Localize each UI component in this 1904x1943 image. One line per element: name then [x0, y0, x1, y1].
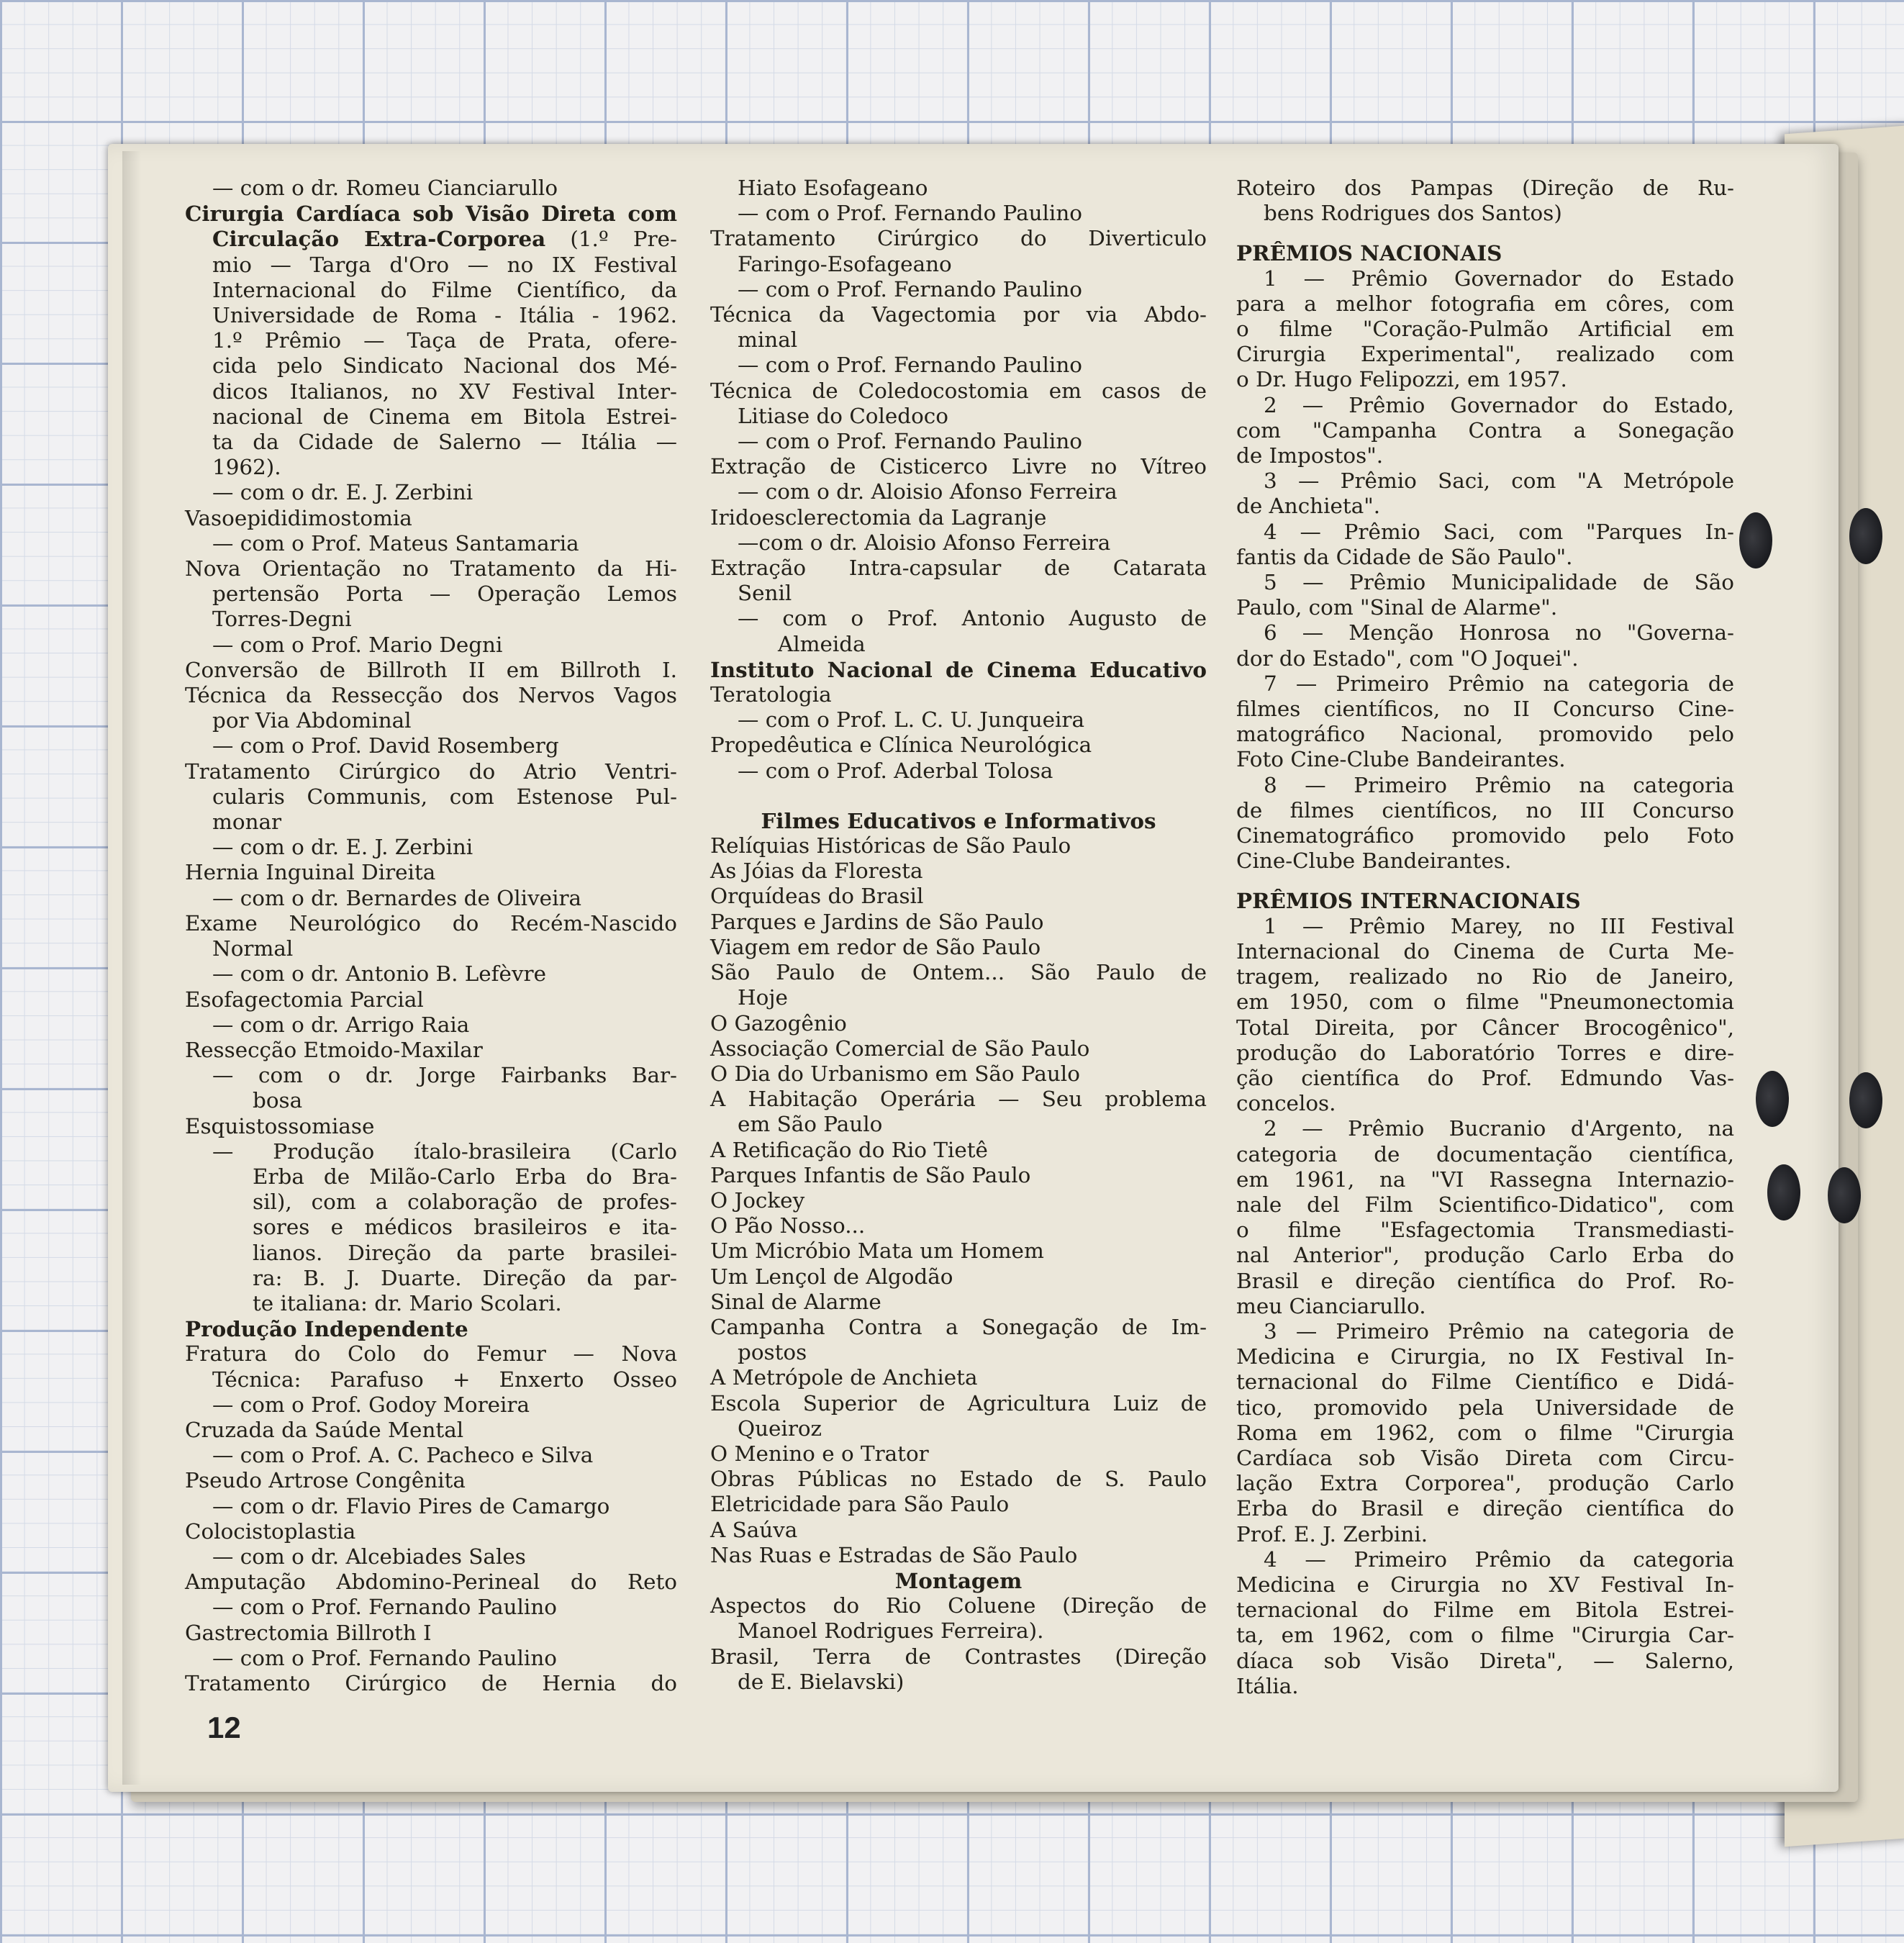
text-line: lação Extra Corporea", produção Carlo: [1236, 1471, 1734, 1496]
text-line: Escola Superior de Agricultura Luiz de: [710, 1390, 1207, 1416]
text-line: 4 — Prêmio Saci, com "Parques In-: [1264, 519, 1734, 544]
text-line: fantis da Cidade de São Paulo".: [1236, 544, 1573, 569]
text-line: — com o Prof. Fernando Paulino: [212, 1595, 557, 1620]
text-line: Cinematográfico promovido pelo Foto: [1236, 823, 1734, 848]
text-line: de E. Bielavski): [738, 1669, 905, 1694]
spacer: [710, 784, 1207, 808]
text-line: — com o Prof. David Rosemberg: [212, 733, 559, 758]
text-line: Tratamento Cirúrgico de Hernia do: [185, 1670, 677, 1695]
text-line: Sinal de Alarme: [710, 1289, 881, 1314]
text-line: Associação Comercial de São Paulo: [710, 1036, 1090, 1061]
punch-hole-2: [1849, 508, 1882, 564]
text-line: 3 — Primeiro Prêmio na categoria de: [1264, 1318, 1734, 1344]
text-line: Técnica da Vagectomia por via Abdo-: [710, 302, 1207, 327]
text-line: 4 — Primeiro Prêmio da categoria: [1264, 1546, 1734, 1572]
text-line: Obras Públicas no Estado de S. Paulo: [710, 1467, 1207, 1492]
text-line: 2 — Prêmio Bucranio d'Argento, na: [1264, 1116, 1734, 1141]
text-line: A Habitação Operária — Seu problema: [710, 1087, 1207, 1112]
text-line: 3 — Prêmio Saci, com "A Metrópole: [1264, 468, 1734, 494]
text-line: dicos Italianos, no XV Festival Inter-: [212, 379, 677, 404]
text-line: bens Rodrigues dos Santos): [1264, 201, 1562, 226]
text-line: — Produção ítalo-brasileira (Carlo: [212, 1138, 677, 1164]
text-line: Litiase do Coledoco: [738, 403, 948, 428]
text-line: Viagem em redor de São Paulo: [710, 934, 1041, 959]
punch-hole-6: [1828, 1167, 1861, 1223]
page-number: 12: [207, 1711, 241, 1744]
text-line: — com o dr. Jorge Fairbanks Bar-: [212, 1063, 677, 1088]
text-line: — com o Prof. Fernando Paulino: [738, 201, 1082, 226]
text-line: 1 — Prêmio Marey, no III Festival: [1264, 913, 1734, 938]
text-line: ternacional do Filme Científico e Didá-: [1236, 1369, 1734, 1395]
text-line: Esofagectomia Parcial: [185, 987, 424, 1012]
text-line: Aspectos do Rio Coluene (Direção de: [710, 1593, 1207, 1618]
text-line: [185, 226, 677, 252]
text-line: monar: [212, 810, 282, 835]
text-line: Erba de Milão-Carlo Erba do Bra-: [253, 1164, 677, 1189]
text-line: Tratamento Cirúrgico do Diverticulo: [710, 226, 1207, 251]
text-line: Amputação Abdomino-Perineal do Reto: [185, 1570, 677, 1595]
text-line: Internacional do Cinema de Curta Me-: [1236, 938, 1734, 964]
text-line: O Jockey: [710, 1187, 805, 1213]
text-line: Normal: [212, 936, 294, 961]
text-line: — com o dr. Romeu Cianciarullo: [212, 176, 558, 200]
regular-run: (1.º Pre-: [545, 227, 677, 252]
text-line: Prof. E. J. Zerbini.: [1236, 1521, 1428, 1546]
text-line: em 1961, na "VI Rassegna Internazio-: [1236, 1167, 1734, 1192]
text-line: — com o Prof. L. C. U. Junqueira: [738, 707, 1085, 733]
text-line: nale del Film Scientifico-Didatico", com: [1236, 1192, 1734, 1217]
text-line: Orquídeas do Brasil: [710, 884, 924, 909]
text-line: ção científica do Prof. Edmundo Vas-: [1236, 1065, 1734, 1090]
text-line: Parques e Jardins de São Paulo: [710, 909, 1044, 934]
text-line: Parques Infantis de São Paulo: [710, 1162, 1031, 1187]
text-line: Faringo-Esofageano: [738, 251, 952, 276]
text-line: Almeida: [778, 631, 866, 656]
text-line: 6 — Menção Honrosa no "Governa-: [1264, 620, 1734, 646]
text-line: Nas Ruas e Estradas de São Paulo: [710, 1542, 1078, 1567]
text-line: 1 — Prêmio Governador do Estado: [1264, 266, 1734, 291]
punch-hole-1: [1739, 512, 1772, 569]
spacer: [1236, 226, 1734, 240]
text-line: Internacional do Filme Científico, da: [212, 277, 677, 302]
text-line: — com o dr. E. J. Zerbini: [212, 835, 473, 860]
text-line: Medicina e Cirurgia no XV Festival In-: [1236, 1572, 1734, 1597]
text-line: Extração de Cisticerco Livre no Vítreo: [710, 454, 1207, 479]
text-line: Cruzada da Saúde Mental: [185, 1417, 464, 1442]
text-line: sil), com a colaboração de profes-: [253, 1190, 677, 1215]
column-2: [710, 176, 1207, 1695]
text-line: Itália.: [1236, 1673, 1299, 1698]
text-line: Técnica: Parafuso + Enxerto Osseo: [212, 1367, 677, 1392]
text-line: O Gazogênio: [710, 1010, 847, 1036]
text-line: ra: B. J. Duarte. Direção da par-: [253, 1265, 677, 1290]
punch-hole-4: [1849, 1072, 1882, 1128]
text-line: Relíquias Históricas de São Paulo: [710, 833, 1071, 859]
text-line: Pseudo Artrose Congênita: [185, 1468, 466, 1493]
text-line: 8 — Primeiro Prêmio na categoria: [1264, 772, 1734, 797]
text-line: — com o dr. Alcebiades Sales: [212, 1544, 526, 1569]
text-line: de Impostos".: [1236, 443, 1384, 468]
column-1: [185, 176, 677, 1696]
text-line: Técnica de Coledocostomia em casos de: [710, 378, 1207, 403]
text-line: o Dr. Hugo Felipozzi, em 1957.: [1236, 367, 1567, 392]
section-heading: Montagem: [894, 1567, 1023, 1593]
text-line: tico, promovido pela Universidade de: [1236, 1395, 1734, 1420]
text-line: Roteiro dos Pampas (Direção de Ru-: [1236, 176, 1734, 200]
bold-run: Circulação Extra-Corporea: [212, 226, 546, 252]
text-line: Campanha Contra a Sonegação de Im-: [710, 1314, 1207, 1339]
section-heading: Produção Independente: [185, 1316, 468, 1342]
text-line: minal: [738, 327, 798, 353]
text-line: O Dia do Urbanismo em São Paulo: [710, 1061, 1080, 1086]
section-heading: PRÊMIOS INTERNACIONAIS: [1236, 888, 1581, 914]
text-line: Ressecção Etmoido-Maxilar: [185, 1037, 483, 1062]
text-line: — com o Prof. Fernando Paulino: [738, 276, 1082, 302]
text-line: por Via Abdominal: [212, 708, 412, 733]
text-line: ta, em 1962, com o filme "Cirurgia Car-: [1236, 1623, 1734, 1648]
text-line: com "Campanha Contra a Sonegação: [1236, 417, 1734, 443]
text-line: mio — Targa d'Oro — no IX Festival: [212, 252, 677, 277]
text-line: Roma em 1962, com o filme "Cirurgia: [1236, 1420, 1734, 1445]
text-line: Nova Orientação no Tratamento da Hi-: [185, 556, 677, 581]
text-line: Brasil, Terra de Contrastes (Direção: [710, 1644, 1207, 1669]
text-line: matográfico Nacional, promovido pelo: [1236, 722, 1734, 747]
text-line: Total Direita, por Câncer Brocogênico",: [1236, 1015, 1734, 1040]
text-line: — com o Prof. Godoy Moreira: [212, 1392, 530, 1417]
text-line: Teratologia: [710, 682, 832, 707]
text-line: A Metrópole de Anchieta: [710, 1365, 978, 1390]
text-line: Brasil e direção científica do Prof. Ro-: [1236, 1268, 1734, 1293]
text-line: te italiana: dr. Mario Scolari.: [253, 1290, 562, 1315]
text-line: Hernia Inguinal Direita: [185, 860, 436, 885]
text-line: filmes científicos, no II Concurso Cine-: [1236, 697, 1734, 722]
text-line: lianos. Direção da parte brasilei-: [253, 1240, 677, 1265]
text-line: cularis Communis, com Estenose Pul-: [212, 784, 677, 809]
text-line: Erba do Brasil e direção científica do: [1236, 1496, 1734, 1521]
text-line: São Paulo de Ontem... São Paulo de: [710, 960, 1207, 985]
text-line: 1962).: [212, 455, 281, 480]
text-line: Conversão de Billroth II em Billroth I.: [185, 657, 677, 682]
text-line: o filme "Coração-Pulmão Artificial em: [1236, 317, 1734, 342]
text-line: para a melhor fotografia em côres, com: [1236, 291, 1734, 316]
text-line: em 1950, com o filme "Pneumonectomia: [1236, 989, 1734, 1015]
text-line: Gastrectomia Billroth I: [185, 1620, 432, 1645]
text-line: — com o Prof. Mario Degni: [212, 632, 503, 657]
text-line: Cardíaca sob Visão Direta com Circu-: [1236, 1445, 1734, 1470]
punch-hole-5: [1767, 1164, 1800, 1220]
text-line: Exame Neurológico do Recém-Nascido: [185, 910, 677, 936]
text-line: cida pelo Sindicato Nacional dos Mé-: [212, 353, 677, 379]
text-line: díaca sob Visão Direta", — Salerno,: [1236, 1648, 1734, 1673]
text-line: de Anchieta".: [1236, 494, 1381, 519]
text-line: Iridoesclerectomia da Lagranje: [710, 504, 1047, 530]
section-heading: PRÊMIOS NACIONAIS: [1236, 240, 1502, 266]
text-line: Extração Intra-capsular de Catarata: [710, 556, 1207, 581]
text-line: — com o Prof. Fernando Paulino: [738, 353, 1082, 378]
text-line: ta da Cidade de Salerno — Itália —: [212, 430, 677, 455]
text-line: Foto Cine-Clube Bandeirantes.: [1236, 747, 1566, 772]
text-line: concelos.: [1236, 1091, 1336, 1116]
section-heading: Cirurgia Cardíaca sob Visão Direta com: [185, 201, 677, 227]
text-line: — com o dr. Bernardes de Oliveira: [212, 885, 582, 910]
text-line: Hiato Esofageano: [738, 176, 928, 200]
text-line: nal Anterior", produção Carlo Erba do: [1236, 1243, 1734, 1268]
text-line: Cine-Clube Bandeirantes.: [1236, 848, 1512, 874]
text-line: A Saúva: [710, 1517, 798, 1542]
text-line: nacional de Cinema em Bitola Estrei-: [212, 404, 677, 429]
text-line: — com o Prof. Fernando Paulino: [212, 1645, 557, 1670]
text-line: Torres-Degni: [212, 607, 352, 632]
text-line: o filme "Esfagectomia Transmediasti-: [1236, 1218, 1734, 1243]
text-line: — com o Prof. Mateus Santamaria: [212, 530, 579, 556]
text-line: 5 — Prêmio Municipalidade de São: [1264, 570, 1734, 595]
text-line: Tratamento Cirúrgico do Atrio Ventri-: [185, 758, 677, 784]
text-line: 7 — Primeiro Prêmio na categoria de: [1264, 671, 1734, 696]
text-line: categoria de documentação científica,: [1236, 1141, 1734, 1167]
section-heading: Instituto Nacional de Cinema Educativo: [710, 656, 1207, 682]
text-line: postos: [738, 1340, 807, 1365]
text-line: em São Paulo: [738, 1112, 883, 1137]
text-line: ternacional do Filme em Bitola Estrei-: [1236, 1598, 1734, 1623]
text-line: Universidade de Roma - Itália - 1962.: [212, 303, 677, 328]
text-line: meu Cianciarullo.: [1236, 1293, 1426, 1318]
text-line: Queiroz: [738, 1416, 822, 1441]
text-line: — com o dr. E. J. Zerbini: [212, 480, 473, 505]
text-line: O Pão Nosso...: [710, 1213, 866, 1238]
text-line: — com o dr. Antonio B. Lefèvre: [212, 961, 546, 987]
text-line: bosa: [253, 1088, 303, 1113]
text-line: Propedêutica e Clínica Neurológica: [710, 733, 1092, 758]
text-line: O Menino e o Trator: [710, 1441, 929, 1466]
spacer: [1236, 874, 1734, 888]
text-line: 2 — Prêmio Governador do Estado,: [1264, 392, 1734, 417]
text-line: tragem, realizado no Rio de Janeiro,: [1236, 964, 1734, 989]
text-line: — com o dr. Flavio Pires de Camargo: [212, 1493, 610, 1518]
text-line: Senil: [738, 581, 792, 606]
text-line: Um Lençol de Algodão: [710, 1264, 953, 1289]
text-line: Manoel Rodrigues Ferreira).: [738, 1618, 1044, 1644]
text-line: Esquistossomiase: [185, 1113, 375, 1138]
text-line: sores e médicos brasileiros e ita-: [253, 1215, 677, 1240]
text-line: Hoje: [738, 985, 788, 1010]
text-line: Medicina e Cirurgia, no IX Festival In-: [1236, 1344, 1734, 1369]
text-line: pertensão Porta — Operação Lemos: [212, 581, 677, 607]
text-line: Cirurgia Experimental", realizado com: [1236, 342, 1734, 367]
text-line: Paulo, com "Sinal de Alarme".: [1236, 595, 1558, 620]
text-line: — com o Prof. Antonio Augusto de: [738, 606, 1207, 631]
text-line: — com o Prof. Fernando Paulino: [738, 429, 1082, 454]
punch-hole-3: [1756, 1071, 1789, 1127]
text-line: Colocistoplastia: [185, 1518, 356, 1544]
text-line: — com o dr. Arrigo Raia: [212, 1012, 470, 1037]
text-line: 1.º Prêmio — Taça de Prata, ofere-: [212, 328, 677, 353]
text-line: Vasoepididimostomia: [185, 505, 412, 530]
text-line: — com o dr. Aloisio Afonso Ferreira: [738, 479, 1118, 504]
text-line: produção do Laboratório Torres e dire-: [1236, 1040, 1734, 1065]
text-line: — com o Prof. A. C. Pacheco e Silva: [212, 1443, 594, 1468]
text-line: Eletricidade para São Paulo: [710, 1492, 1010, 1517]
text-line: de filmes científicos, no III Concurso: [1236, 797, 1734, 823]
text-line: A Retificação do Rio Tietê: [710, 1137, 988, 1162]
text-line: Técnica da Ressecção dos Nervos Vagos: [185, 683, 677, 708]
page-fold-shadow: [122, 151, 141, 1785]
section-heading: Filmes Educativos e Informativos: [761, 807, 1156, 833]
text-line: dor do Estado", com "O Joquei".: [1236, 646, 1579, 671]
text-line: — com o Prof. Aderbal Tolosa: [738, 758, 1053, 783]
column-3: [1236, 176, 1734, 1699]
text-line: As Jóias da Floresta: [710, 859, 923, 884]
text-line: Fratura do Colo do Femur — Nova: [185, 1341, 677, 1367]
text-line: Um Micróbio Mata um Homem: [710, 1238, 1044, 1264]
text-line: —com o dr. Aloisio Afonso Ferreira: [738, 530, 1111, 555]
